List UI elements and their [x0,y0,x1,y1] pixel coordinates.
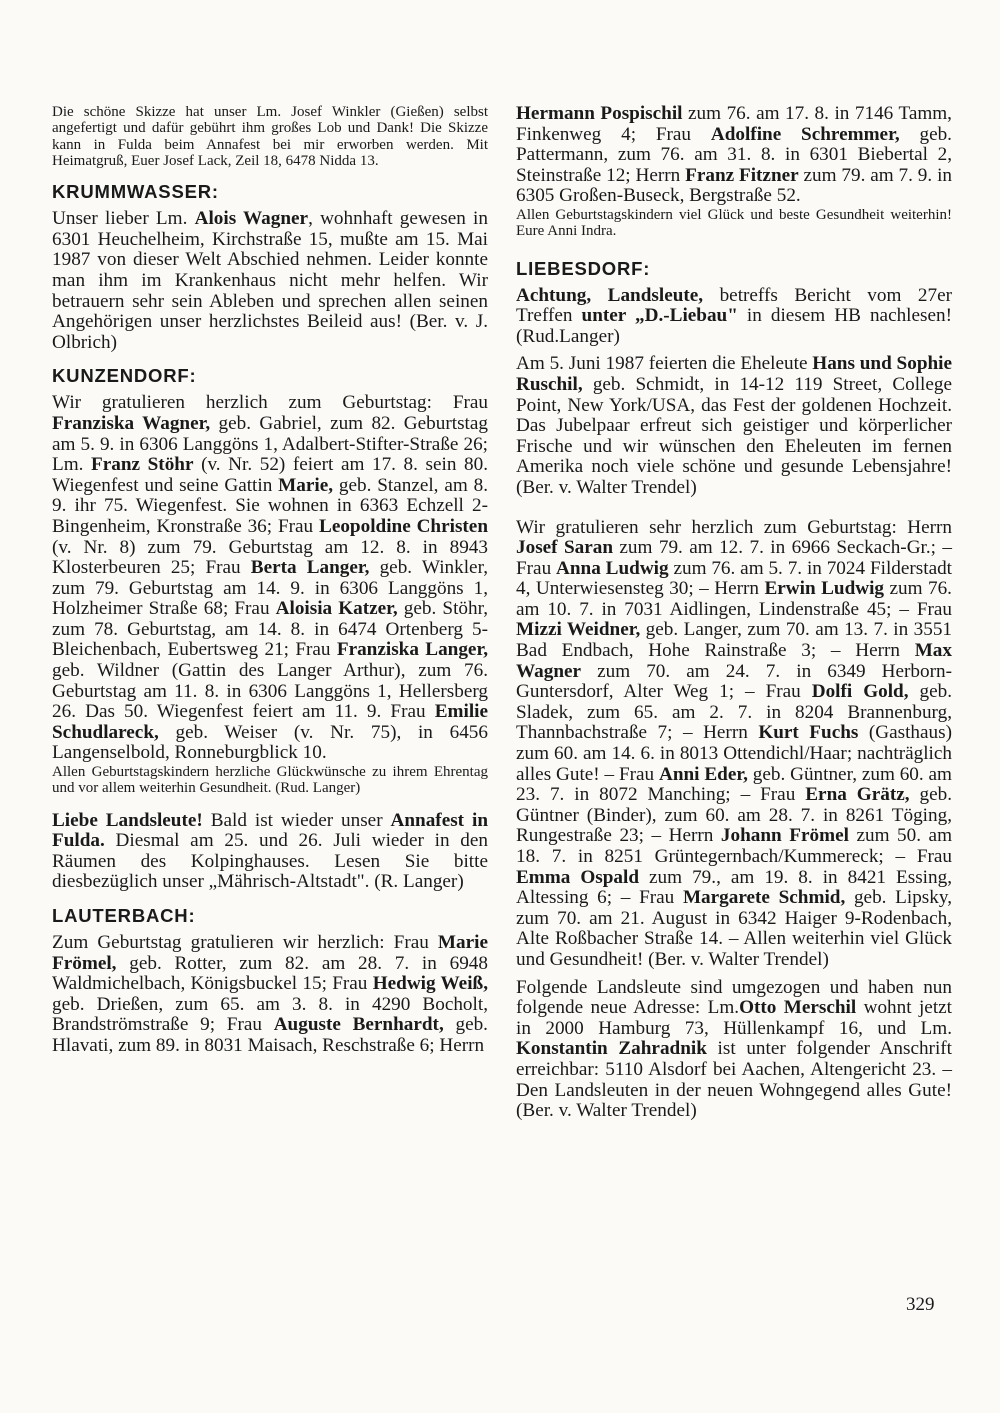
lauterbach-continued: Hermann Pospischil zum 76. am 17. 8. in 7146 Tamm, Finkenweg 4; Frau Adolfine Schremmer, geb. Pattermann, zum 76. am 31. 8. in 6301 Biebertal 2, Steinstraße 12; Herrn Franz Fitzner zum 79. am 7. 9. in 6305 Großen-Buseck, Bergstraße 52. [516,103,952,207]
heading-liebesdorf: LIEBESDORF: [516,257,651,279]
kunzendorf-note: Allen Geburtstagskindern herzliche Glückwünsche zu ihrem Ehrentag und vor allem weiterhin Gesundheit. (Rud. Langer) [52,764,488,797]
heading-krummwasser: KRUMMWASSER: [52,181,219,203]
page-number: 329 [906,1294,935,1315]
heading-lauterbach: LAUTERBACH: [52,905,196,926]
intro-paragraph: Die schöne Skizze hat unser Lm. Josef Winkler (Gießen) selbst angefertigt und dafür gebührt ihm großes Lob und Dank! Die Skizze kann in Fulda beim Annafest bei mir erworben werden. Mit Heimatgruß, Euer Josef Lack, Zeil 18, 6478 Nidda 13. [52,104,488,169]
hochzeit-paragraph: Am 5. Juni 1987 feierten die Eheleute Hans und Sophie Ruschil, geb. Schmidt, in 14-12 119 Street, College Point, New York/USA, das Fest der goldenen Hochzeit. Das Jubelpaar erfreut sich geistiger und körperlicher Frische und wir wünschen den Eheleuten im fernen Amerika noch viele schöne und gesunde Lebensjahre! (Ber. v. Walter Trendel) [516,353,953,498]
right-column [516,104,952,1129]
lauterbach-note: Allen Geburtstagskindern viel Glück und beste Gesundheit weiterhin! Eure Anni Indra. [516,206,952,240]
krummwasser-paragraph: Unser lieber Lm. Alois Wagner, wohnhaft gewesen in 6301 Heuchelheim, Kirchstraße 15, mußte am 15. Mai 1987 von dieser Welt Abschied nehmen. Leider konnte man ihm im Krankenhaus nicht mehr helfen. Wir betrauern sehr sein Ableben und sprechen allen seinen Angehörigen unser herzlichstes Beileid aus! (Ber. v. J. Olbrich) [52,208,488,353]
lauterbach-paragraph: Zum Geburtstag gratulieren wir herzlich: Frau Marie Frömel, geb. Rotter, zum 82. am 28. 7. in 6948 Waldmichelbach, Königsbuckel 15; Frau Hedwig Weiß, geb. Drießen, zum 65. am 3. 8. in 4290 Bocholt, Brandströmstraße 9; Frau Auguste Bernhardt, geb. Hlavati, zum 89. in 8031 Maisach, Reschstraße 6; Herrn [52,932,488,1056]
achtung-paragraph: Achtung, Landsleute, betreffs Bericht vom 27er Treffen unter „D.-Liebau" in diesem HB nachlesen! (Rud.Langer) [516,284,952,347]
heading-kunzendorf: KUNZENDORF: [52,365,197,387]
annafest-paragraph: Liebe Landsleute! Bald ist wieder unser Annafest in Fulda. Diesmal am 25. und 26. Juli wieder in den Räumen des Kolpinghauses. Lesen Sie bitte diesbezüglich unser „Mährisch-Altstadt". (R. Langer) [52,809,488,893]
geburtstag-paragraph: Wir gratulieren sehr herzlich zum Geburtstag: Herrn Josef Saran zum 79. am 12. 7. in 6966 Seckach-Gr.; – Frau Anna Ludwig zum 76. am 5. 7. in 7024 Filderstadt 4, Unterwiesensteg 30; – Herrn Erwin Ludwig zum 76. am 10. 7. in 7031 Aidlingen, Lindenstraße 45; – Frau Mizzi Weidner, geb. Langer, zum 70. am 13. 7. in 3551 Bad Endbach, Hohe Rainstraße 3; – Herrn Max Wagner zum 70. am 24. 7. in 6349 Herborn-Guntersdorf, Alter Weg 1; – Frau Dolfi Gold, geb. Sladek, zum 65. am 2. 7. in 8204 Brannenburg, Thannbachstraße 7; – Herrn Kurt Fuchs (Gasthaus) zum 60. am 14. 6. in 8013 Ottendichl/Haar; nachträglich alles Gute! – Frau Anni Eder, geb. Güntner, zum 60. am 23. 7. in 8072 Manching; – Frau Erna Grätz, geb. Güntner (Binder), zum 60. am 28. 7. in 8261 Töging, Rungestraße 23; – Herrn Johann Frömel zum 50. am 18. 7. in 8251 Grüntegernbach/Kummereck; – Frau Emma Ospald zum 79., am 19. 8. in 8421 Essing, Altessing 6; – Frau Margarete Schmid, geb. Lipsky, zum 70. am 21. August in 6342 Haiger 9-Rodenbach, Alte Roßbacher Straße 14. – Allen weiterhin viel Glück und Gesundheit! (Ber. v. Walter Trendel) [516,516,953,970]
umzug-paragraph: Folgende Landsleute sind umgezogen und haben nun folgende neue Adresse: Lm.Otto Merschil wohnt jetzt in 2000 Hamburg 73, Hüllenkampf 16, und Lm. Konstantin Zahradnik ist unter folgender Anschrift erreichbar: 5110 Alsdorf bei Aachen, Altengericht 23. – Den Landsleuten in der neuen Wohngegend alles Gute! (Ber. v. Walter Trendel) [516,976,952,1122]
kunzendorf-paragraph: Wir gratulieren herzlich zum Geburtstag: Frau Franziska Wagner, geb. Gabriel, zum 82. Geburtstag am 5. 9. in 6306 Langgöns 1, Adalbert-Stifter-Straße 26; Lm. Franz Stöhr (v. Nr. 52) feiert am 17. 8. sein 80. Wiegenfest und seine Gattin Marie, geb. Stanzel, am 8. 9. ihr 75. Wiegenfest. Sie wohnen in 6363 Echzell 2-Bingenheim, Kronstraße 36; Frau Leopoldine Christen (v. Nr. 8) zum 79. Geburtstag am 12. 8. in 8943 Klosterbeuren 25; Frau Berta Langer, geb. Winkler, zum 79. Geburtstag am 14. 9. in 6306 Langgöns 1, Holzheimer Straße 68; Frau Aloisia Katzer, geb. Stöhr, zum 78. Geburtstag, am 14. 8. in 6474 Ortenberg 5-Bleichenbach, Eubertsweg 21; Frau Franziska Langer, geb. Wildner (Gattin des Langer Arthur), zum 76. Geburtstag am 11. 8. in 6306 Langgöns 1, Hellersberg 26. Das 50. Wiegenfest feiert am 11. 9. Frau Emilie Schudlareck, geb. Weiser (v. Nr. 75), in 6456 Langenselbold, Ronneburgblick 10. [52,392,489,764]
left-column [52,104,488,1064]
